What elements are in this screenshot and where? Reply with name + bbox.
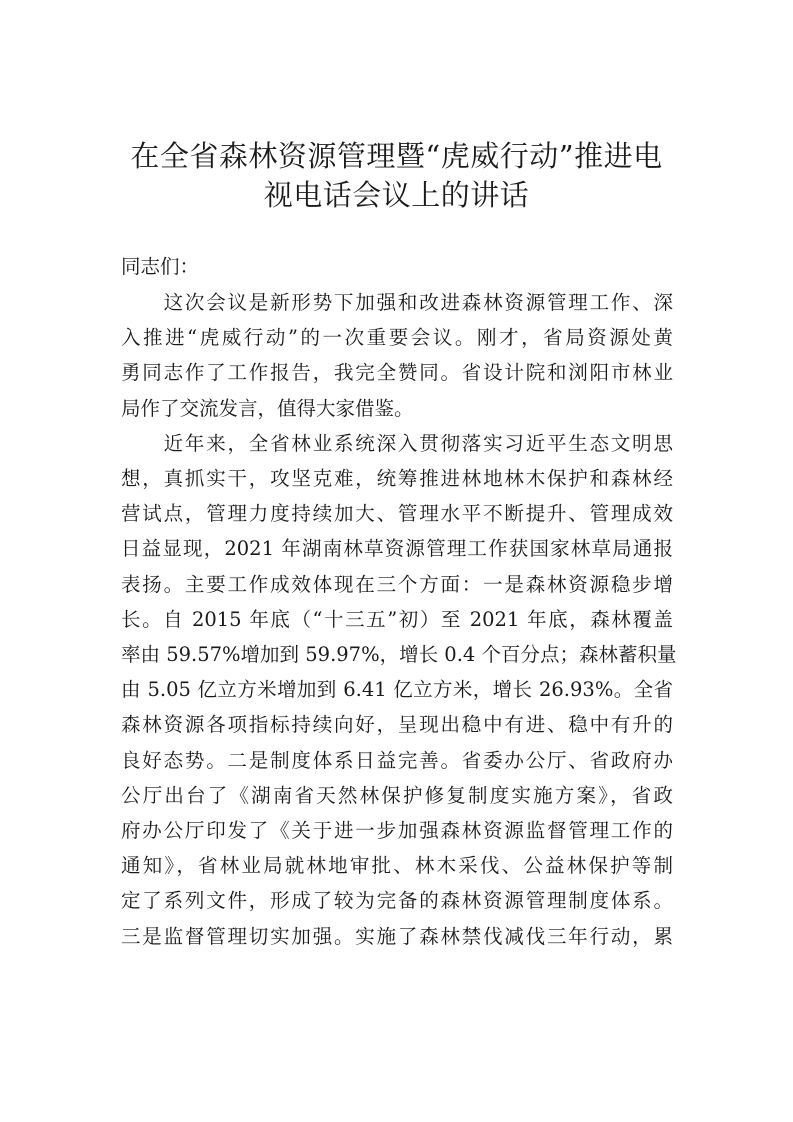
body-text-line: 营试点，管理力度持续加大、管理水平不断提升、管理成效: [121, 502, 673, 526]
body-text-line: 公厅出台了《湖南省天然林保护修复制度实施方案》，省政: [121, 783, 673, 807]
body-text-line: 近年来，全省林业系统深入贯彻落实习近平生态文明思: [121, 431, 673, 455]
body-text-line: 想，真抓实干，攻坚克难，统筹推进林地林木保护和森林经: [121, 467, 673, 490]
body-text-line: 入推进“虎威行动”的一次重要会议。刚才，省局资源处黄: [121, 326, 673, 350]
salutation: 同志们：: [121, 255, 200, 278]
body-text-line: 日益显现，2021 年湖南林草资源管理工作获国家林草局通报: [121, 537, 673, 561]
body-text-line: 通知》，省林业局就林地审批、林木采伐、公益林保护等制: [121, 854, 673, 878]
body-text-line: 局作了交流发言，值得大家借鉴。: [121, 396, 414, 420]
body-text-line: 府办公厅印发了《关于进一步加强森林资源监督管理工作的: [121, 819, 673, 842]
body-text-line: 勇同志作了工作报告，我完全赞同。省设计院和浏阳市林业: [121, 361, 673, 385]
document-title-line-1: 在全省森林资源管理暨“虎威行动”推进电: [130, 139, 663, 173]
body-text-line: 三是监督管理切实加强。实施了森林禁伐减伐三年行动，累: [121, 924, 673, 948]
body-text-line: 这次会议是新形势下加强和改进森林资源管理工作、深: [121, 291, 673, 314]
document-title-line-2: 视电话会议上的讲话: [263, 178, 530, 212]
body-text-line: 良好态势。二是制度体系日益完善。省委办公厅、省政府办: [121, 748, 673, 772]
body-text-line: 森林资源各项指标持续向好，呈现出稳中有进、稳中有升的: [121, 713, 673, 737]
body-text-line: 定了系列文件，形成了较为完备的森林资源管理制度体系。: [121, 889, 673, 913]
body-text-line: 表扬。主要工作成效体现在三个方面：一是森林资源稳步增: [121, 572, 673, 596]
body-text-line: 由 5.05 亿立方米增加到 6.41 亿立方米，增长 26.93%。全省: [121, 678, 673, 702]
body-text-line: 长。自 2015 年底（“十三五”初）至 2021 年底，森林覆盖: [121, 607, 673, 631]
body-text-line: 率由 59.57%增加到 59.97%，增长 0.4 个百分点；森林蓄积量: [121, 643, 677, 666]
